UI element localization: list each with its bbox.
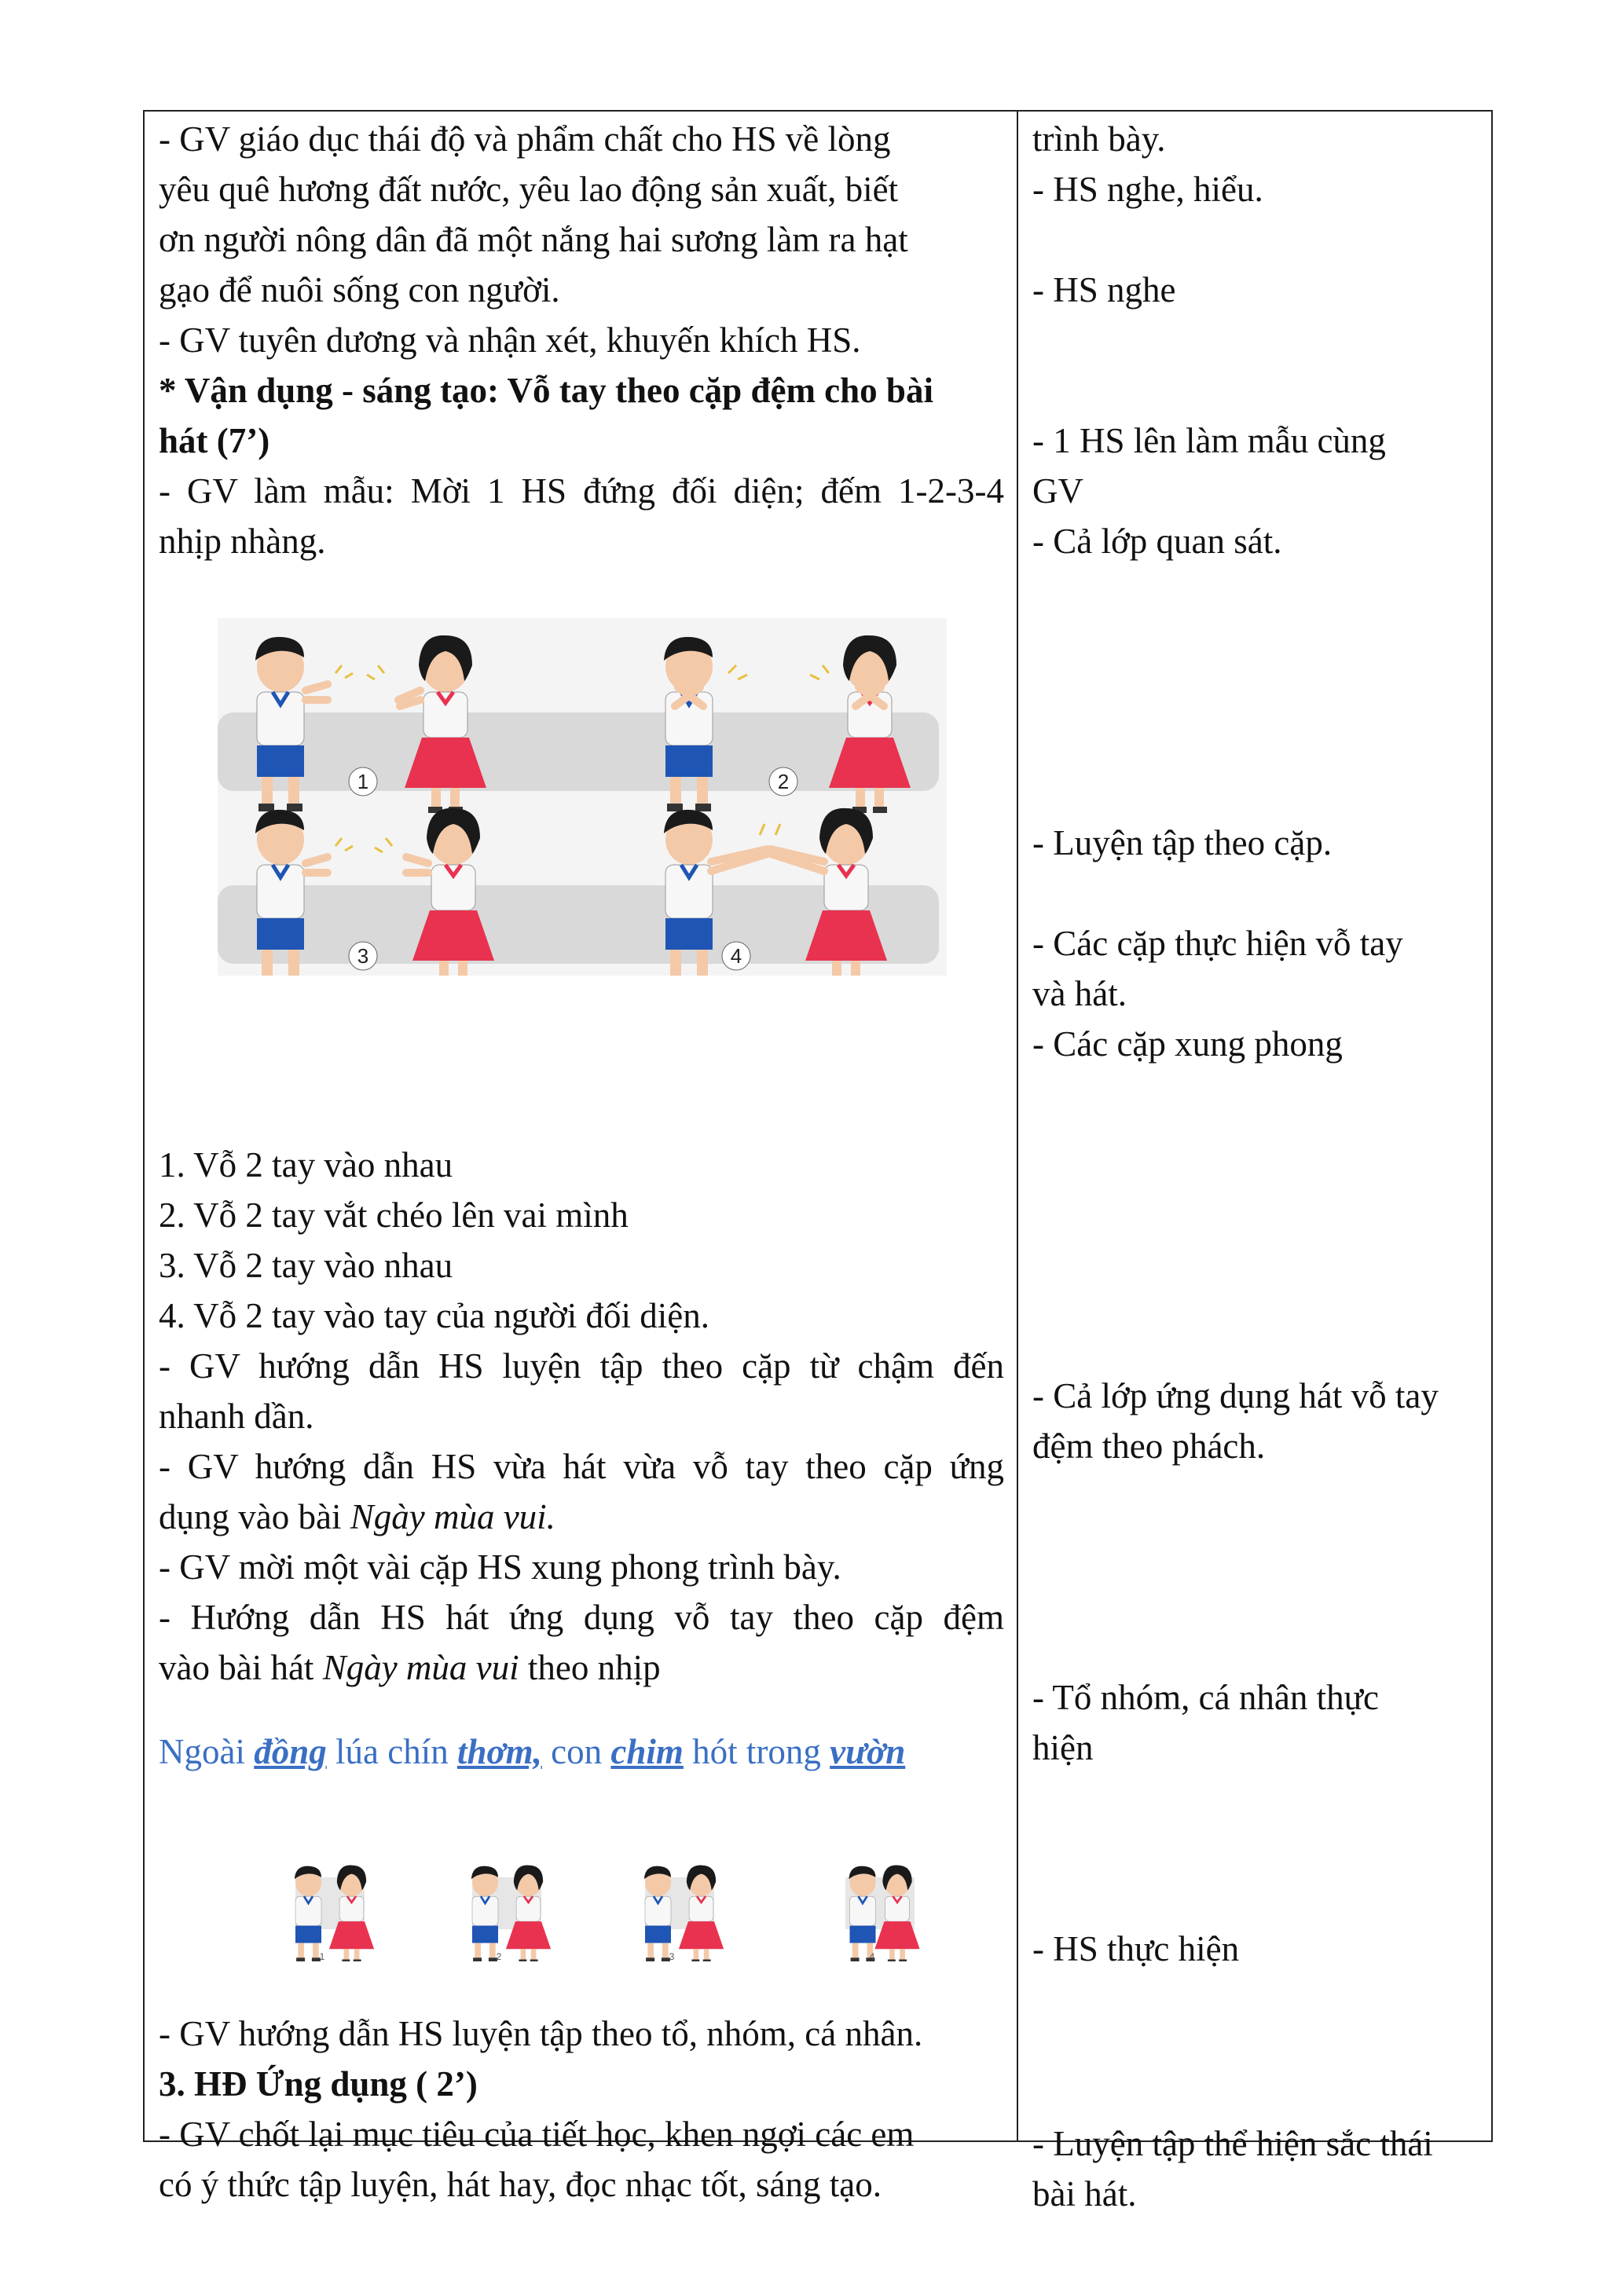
- text-line: - GV hướng dẫn HS luyện tập theo tổ, nhóm, cá nhân.: [159, 2014, 923, 2053]
- text-line: - HS nghe: [1032, 270, 1176, 309]
- step-label: 1: [357, 770, 369, 793]
- text-line: - Tổ nhóm, cá nhân thực: [1032, 1678, 1379, 1717]
- text-segment: theo nhịp: [519, 1648, 661, 1687]
- text-line: - HS thực hiện: [1032, 1929, 1240, 1968]
- lyric-text: hót trong: [683, 1732, 830, 1771]
- text-segment: dụng vào bài: [159, 1497, 350, 1536]
- lyric-accent-word: đồng: [254, 1732, 327, 1771]
- step-text: 2. Vỗ 2 tay vắt chéo lên vai mình: [159, 1196, 629, 1235]
- text-segment: vào bài hát: [159, 1648, 323, 1687]
- lyric-text: con: [541, 1732, 611, 1771]
- text-line: - Luyện tập thể hiện sắc thái: [1032, 2124, 1433, 2163]
- text-line: hiện: [1032, 1728, 1094, 1767]
- text-line: nhanh dần.: [159, 1397, 314, 1436]
- text-line: - 1 HS lên làm mẫu cùng: [1032, 421, 1386, 460]
- lyric-line: [159, 1727, 1004, 1777]
- lyric-accent-word: thơm,: [456, 1732, 542, 1771]
- clapping-steps-illustration: [218, 618, 947, 976]
- lyric-accent-word: vườn: [830, 1732, 906, 1771]
- song-title: Ngày mùa vui: [322, 1648, 519, 1687]
- text-line: - Hướng dẫn HS hát ứng dụng vỗ tay theo cặp đệm: [159, 1598, 1004, 1637]
- lyric-text: Ngoài: [159, 1732, 255, 1771]
- teacher-activities-column: [145, 112, 1018, 2204]
- text-line: gạo để nuôi sống con người.: [159, 270, 560, 309]
- section-heading: 3. HĐ Ứng dụng ( 2’): [159, 2064, 478, 2104]
- text-line: GV: [1032, 471, 1083, 511]
- step-label: 2: [496, 1951, 502, 1961]
- text-line: có ý thức tập luyện, hát hay, đọc nhạc tốt, sáng tạo.: [159, 2165, 882, 2204]
- lyric-text: lúa chín: [326, 1732, 457, 1771]
- lyric-accent-word: chim: [610, 1732, 684, 1771]
- step-label: 2: [777, 770, 790, 793]
- step-label: 3: [357, 944, 369, 968]
- text-line: - GV mời một vài cặp HS xung phong trình bày.: [159, 1547, 841, 1587]
- text-line: - Các cặp thực hiện vỗ tay: [1032, 924, 1403, 963]
- step-text: 4. Vỗ 2 tay vào tay của người đối diện.: [159, 1296, 709, 1335]
- text-line: - Luyện tập theo cặp.: [1032, 823, 1333, 862]
- text-line: nhịp nhàng.: [159, 522, 326, 561]
- text-line: và hát.: [1032, 974, 1127, 1013]
- text-line: [159, 1642, 1004, 1693]
- step-label: 4: [869, 1951, 875, 1961]
- text-line: - GV làm mẫu: Mời 1 HS đứng đối diện; đếm 1-2-3-4: [159, 471, 1004, 511]
- text-line: [159, 1492, 1004, 1542]
- text-line: đệm theo phách.: [1032, 1426, 1266, 1466]
- section-heading: * Vận dụng - sáng tạo: Vỗ tay theo cặp đệm cho bài: [159, 371, 933, 410]
- text-line: - GV hướng dẫn HS vừa hát vừa vỗ tay theo cặp ứng: [159, 1447, 1004, 1486]
- text-line: ơn người nông dân đã một nắng hai sương làm ra hạt: [159, 220, 908, 259]
- step-label: 4: [730, 944, 742, 968]
- text-line: - Các cặp xung phong: [1032, 1024, 1343, 1064]
- song-title: Ngày mùa vui.: [350, 1497, 555, 1536]
- text-line: bài hát.: [1032, 2174, 1137, 2214]
- step-label: 3: [669, 1951, 675, 1961]
- text-line: yêu quê hương đất nước, yêu lao động sản xuất, biết: [159, 170, 899, 209]
- text-line: - GV tuyên dương và nhận xét, khuyến khích HS.: [159, 320, 861, 360]
- step-text: 3. Vỗ 2 tay vào nhau: [159, 1246, 453, 1285]
- step-label: 1: [319, 1951, 325, 1961]
- text-line: - Cả lớp ứng dụng hát vỗ tay: [1032, 1376, 1439, 1415]
- text-line: - HS nghe, hiểu.: [1032, 170, 1263, 209]
- clapping-accompaniment-illustration: [255, 1851, 930, 1961]
- text-line: trình bày.: [1032, 119, 1166, 159]
- student-activities-column: [1018, 112, 1491, 2214]
- section-heading: hát (7’): [159, 421, 270, 460]
- step-text: 1. Vỗ 2 tay vào nhau: [159, 1145, 453, 1185]
- text-line: - GV chốt lại mục tiêu của tiết học, khen ngợi các em: [159, 2115, 915, 2154]
- text-line: - Cả lớp quan sát.: [1032, 522, 1282, 561]
- lesson-table: [143, 110, 1493, 2214]
- text-line: - GV hướng dẫn HS luyện tập theo cặp từ chậm đến: [159, 1346, 1004, 1386]
- text-line: - GV giáo dục thái độ và phẩm chất cho HS về lòng: [159, 119, 891, 159]
